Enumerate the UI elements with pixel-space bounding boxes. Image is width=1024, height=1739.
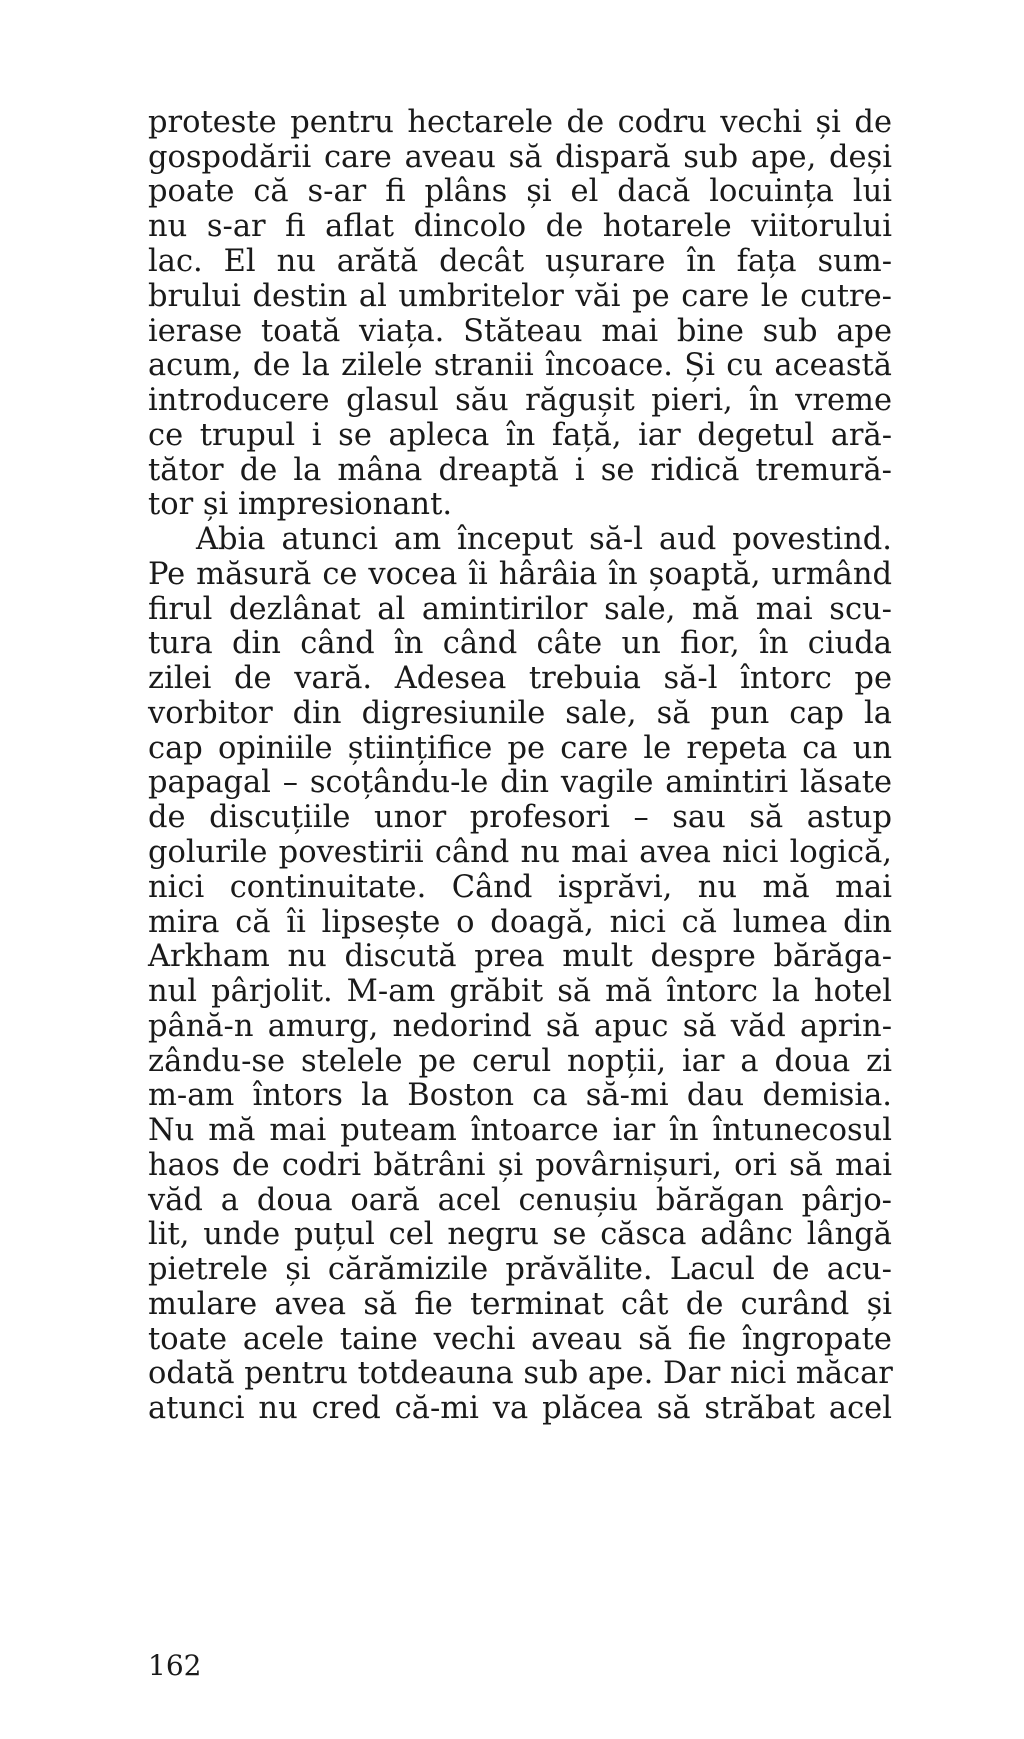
text-line: poate că s-ar fi plâns și el dacă locuința lui xyxy=(148,174,892,209)
text-line: m-am întors la Boston ca să-mi dau demisia. xyxy=(148,1078,892,1113)
text-line: lit, unde puțul cel negru se căsca adânc lângă xyxy=(148,1217,892,1252)
text-line: toate acele taine vechi aveau să fie îngropate xyxy=(148,1322,892,1357)
text-line: văd a doua oară acel cenușiu bărăgan pârjo- xyxy=(148,1183,892,1218)
text-line: brului destin al umbritelor văi pe care le cutre- xyxy=(148,279,892,314)
text-line: gospodării care aveau să dispară sub ape, deși xyxy=(148,140,892,175)
text-line: până-n amurg, nedorind să apuc să văd aprin- xyxy=(148,1009,892,1044)
text-line: acum, de la zilele stranii încoace. Și cu această xyxy=(148,348,892,383)
text-line: Arkham nu discută prea mult despre bărăga- xyxy=(148,939,892,974)
text-line: lac. El nu arătă decât ușurare în fața sum- xyxy=(148,244,892,279)
text-line: haos de codri bătrâni și povârnișuri, ori să mai xyxy=(148,1148,892,1183)
text-line: atunci nu cred că-mi va plăcea să străbat acel xyxy=(148,1391,892,1426)
text-line: nici continuitate. Când isprăvi, nu mă mai xyxy=(148,870,892,905)
text-line: tura din când în când câte un fior, în ciuda xyxy=(148,626,892,661)
text-line: ierase toată viața. Stăteau mai bine sub ape xyxy=(148,314,892,349)
text-line: nu s-ar fi aflat dincolo de hotarele viitorului xyxy=(148,209,892,244)
page-number: 162 xyxy=(148,1649,202,1682)
text-line: cap opiniile științifice pe care le repeta ca un xyxy=(148,731,892,766)
text-line: zilei de vară. Adesea trebuia să-l întorc pe xyxy=(148,661,892,696)
text-line: nul pârjolit. M-am grăbit să mă întorc la hotel xyxy=(148,974,892,1009)
text-line: zându-se stelele pe cerul nopții, iar a doua zi xyxy=(148,1044,892,1079)
text-line: vorbitor din digresiunile sale, să pun cap la xyxy=(148,696,892,731)
text-line: pietrele și cărămizile prăvălite. Lacul de acu- xyxy=(148,1252,892,1287)
text-line: mira că îi lipsește o doagă, nici că lumea din xyxy=(148,905,892,940)
text-line: papagal – scoțându-le din vagile amintiri lăsate xyxy=(148,765,892,800)
text-line: de discuțiile unor profesori – sau să astup xyxy=(148,800,892,835)
text-line: Nu mă mai puteam întoarce iar în întunecosul xyxy=(148,1113,892,1148)
text-line: odată pentru totdeauna sub ape. Dar nici măcar xyxy=(148,1356,893,1391)
text-line: Pe măsură ce vocea îi hârâia în șoaptă, urmând xyxy=(148,557,892,592)
text-line: firul dezlânat al amintirilor sale, mă mai scu- xyxy=(148,592,892,627)
text-line: ce trupul i se apleca în față, iar degetul ară- xyxy=(148,418,892,453)
text-line: golurile povestirii când nu mai avea nici logică, xyxy=(148,835,892,870)
text-line: tor și impresionant. xyxy=(148,487,453,522)
text-line: Abia atunci am început să-l aud povestind. xyxy=(196,522,892,557)
text-line: mulare avea să fie terminat cât de curând și xyxy=(148,1287,892,1322)
text-line: introducere glasul său răgușit pieri, în vreme xyxy=(148,383,892,418)
text-line: proteste pentru hectarele de codru vechi și de xyxy=(148,105,892,140)
text-line: tător de la mâna dreaptă i se ridică tremură- xyxy=(148,453,892,488)
